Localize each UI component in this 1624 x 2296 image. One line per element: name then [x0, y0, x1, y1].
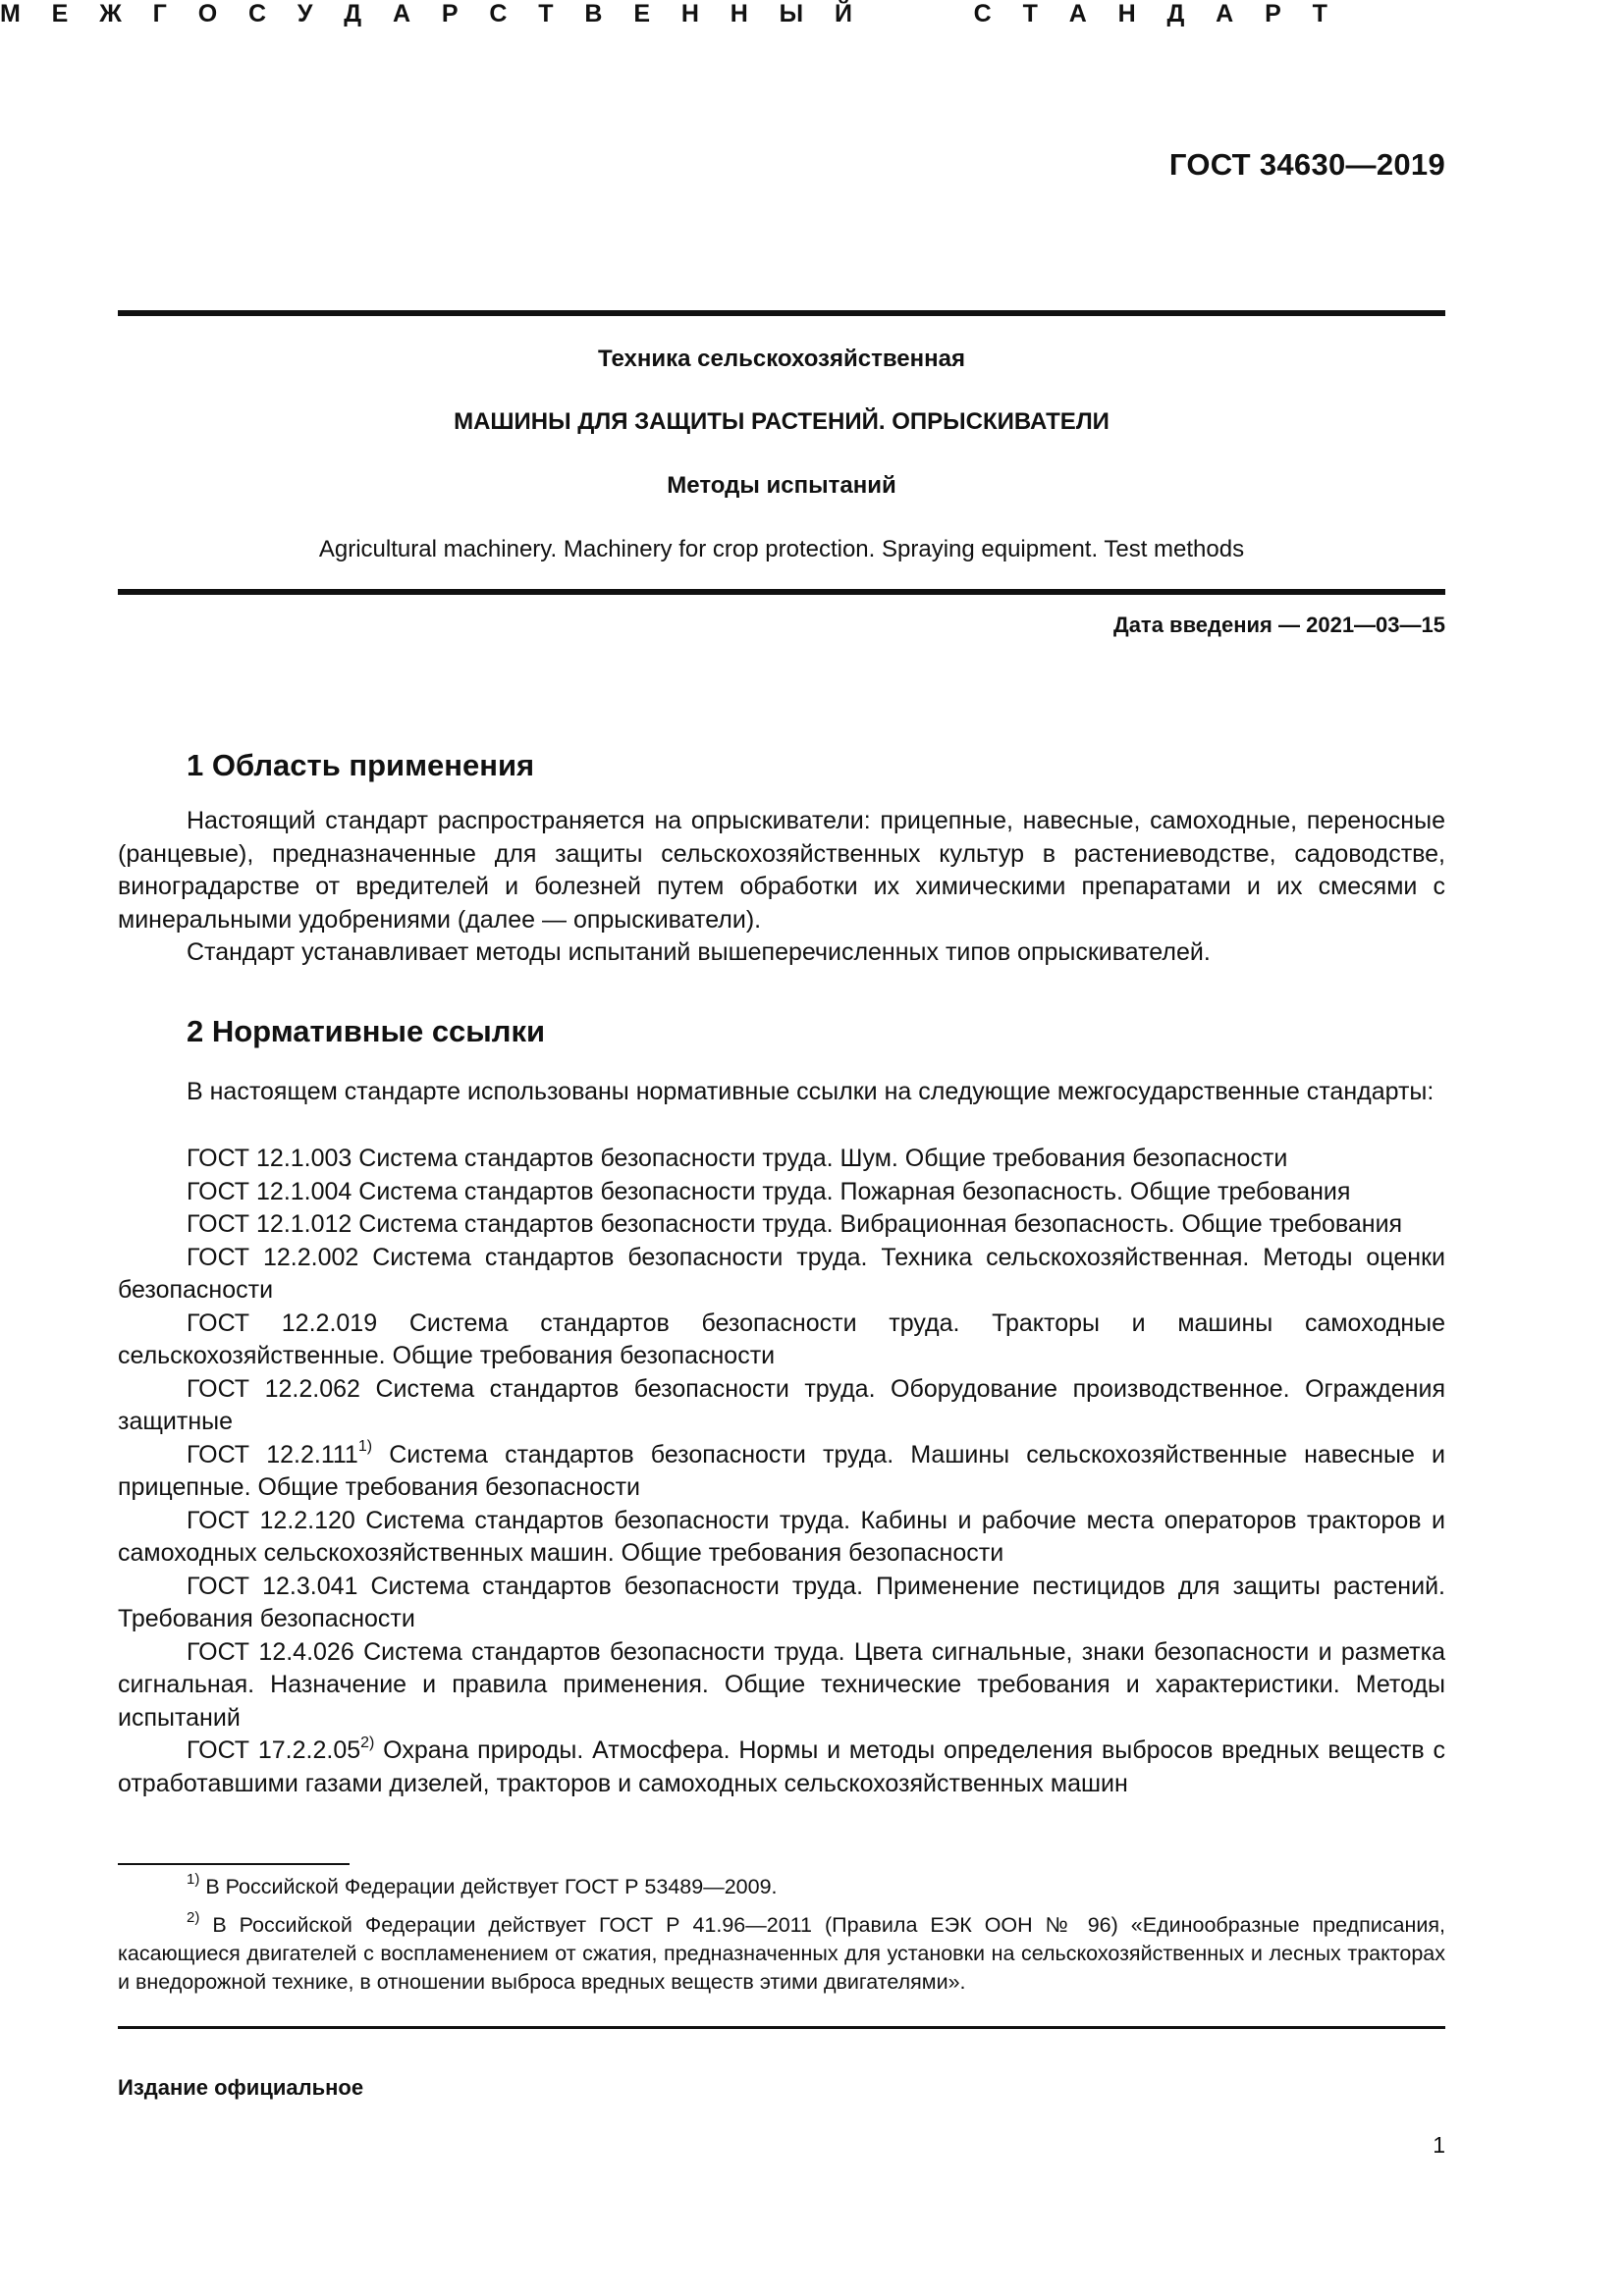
- reference-code: ГОСТ 12.2.062: [187, 1374, 360, 1403]
- banner-letter: Н: [730, 0, 748, 27]
- banner-letter: Т: [1312, 0, 1327, 27]
- reference-code: ГОСТ 12.1.012: [187, 1210, 352, 1238]
- banner-letter: Й: [835, 0, 852, 27]
- reference-code: ГОСТ 12.2.002: [187, 1243, 359, 1271]
- reference-title: Система стандартов безопасности труда. Вибрационная безопасность. Общие требования: [352, 1210, 1403, 1238]
- reference-item: [118, 1208, 1445, 1242]
- title-category: Техника сельскохозяйственная: [598, 346, 965, 372]
- banner-letter: М: [0, 0, 21, 27]
- section-2-intro: В настоящем стандарте использованы нормативные ссылки на следующие межгосударственные стандарты:: [187, 1078, 1435, 1105]
- section-2-heading: 2 Нормативные ссылки: [187, 1014, 546, 1048]
- normative-references-list: [118, 1143, 1445, 1800]
- section-1-paragraph-2: Стандарт устанавливает методы испытаний вышеперечисленных типов опрыскивателей.: [187, 938, 1211, 966]
- banner-letter: Д: [344, 0, 362, 27]
- footnote-1-mark: 1): [187, 1870, 200, 1888]
- page-number: 1: [1433, 2132, 1445, 2158]
- footnote-separator: [118, 1863, 350, 1865]
- banner-letter: Р: [1265, 0, 1281, 27]
- reference-title: Система стандартов безопасности труда. Шум. Общие требования безопасности: [352, 1145, 1288, 1172]
- banner-letter: С: [247, 0, 267, 27]
- banner-letter: Е: [633, 0, 651, 27]
- reference-title: Система стандартов безопасности труда. Кабины и рабочие места операторов тракторов и самоходных сельскохозяйственных машин. Общие требования безопасности: [118, 1506, 1445, 1567]
- banner-letter: Т: [538, 0, 554, 27]
- reference-code: ГОСТ 12.2.120: [187, 1506, 355, 1534]
- reference-item: [118, 1636, 1445, 1735]
- banner-letter: С: [489, 0, 508, 27]
- reference-code: ГОСТ 12.2.111: [187, 1440, 358, 1468]
- reference-code: ГОСТ 12.4.026: [187, 1637, 354, 1666]
- banner-letter: Т: [1022, 0, 1038, 27]
- header-rule-bottom: [118, 589, 1445, 595]
- footnote-2-mark: 2): [187, 1908, 200, 1926]
- reference-item: [118, 1143, 1445, 1176]
- reference-item: [118, 1242, 1445, 1308]
- reference-item: [118, 1735, 1445, 1800]
- banner-letter: Е: [51, 0, 69, 27]
- banner-letter: А: [392, 0, 411, 27]
- reference-footnote-mark: 2): [360, 1734, 375, 1751]
- reference-item: [118, 1373, 1445, 1439]
- reference-title: Система стандартов безопасности труда. Оборудование производственное. Ограждения защитные: [118, 1374, 1445, 1435]
- official-edition-label: Издание официальное: [118, 2075, 364, 2100]
- interstate-standard-banner: [0, 0, 1327, 28]
- title-sub: Методы испытаний: [667, 472, 896, 499]
- reference-title: Система стандартов безопасности труда. Применение пестицидов для защиты растений. Требования безопасности: [118, 1572, 1445, 1632]
- title-main: МАШИНЫ ДЛЯ ЗАЩИТЫ РАСТЕНИЙ. ОПРЫСКИВАТЕЛИ: [454, 408, 1110, 435]
- reference-title: Система стандартов безопасности труда. Цвета сигнальные, знаки безопасности и разметка сигнальная. Назначение и правила применения. Общие технические требования и характеристики. Методы испытаний: [118, 1637, 1445, 1732]
- footnote-2: [118, 1908, 1445, 1997]
- header-rule-top: [118, 310, 1445, 316]
- banner-letter: В: [584, 0, 603, 27]
- banner-letter: С: [973, 0, 992, 27]
- footnote-1: [118, 1870, 1445, 1901]
- reference-code: ГОСТ 12.2.019: [187, 1308, 378, 1337]
- banner-gap: [884, 0, 943, 28]
- banner-letter: Ы: [779, 0, 804, 27]
- title-english: Agricultural machinery. Machinery for crop protection. Spraying equipment. Test methods: [318, 536, 1245, 562]
- banner-letter: У: [297, 0, 313, 27]
- section-1-heading: 1 Область применения: [187, 748, 535, 782]
- reference-code: ГОСТ 12.3.041: [187, 1572, 358, 1600]
- reference-title: Система стандартов безопасности труда. Техника сельскохозяйственная. Методы оценки безопасности: [118, 1243, 1445, 1304]
- footnote-2-text: В Российской Федерации действует ГОСТ Р 41.96—2011 (Правила ЕЭК ООН № 96) «Единообразные предписания, касающиеся двигателей с воспламенением от сжатия, предназначенных для установки на сельскохозяйственных и лесных тракторах и внедорожной технике, в отношении выброса вредных веществ этими двигателями».: [118, 1913, 1445, 1994]
- effective-date: Дата введения — 2021—03—15: [1113, 613, 1445, 637]
- banner-letter: Ж: [99, 0, 122, 27]
- reference-title: Система стандартов безопасности труда. Пожарная безопасность. Общие требования: [352, 1177, 1351, 1205]
- banner-letter: Н: [680, 0, 699, 27]
- reference-item: [118, 1439, 1445, 1505]
- footnote-1-text: В Российской Федерации действует ГОСТ Р 53489—2009.: [199, 1875, 778, 1898]
- banner-letter: А: [1068, 0, 1087, 27]
- document-code: ГОСТ 34630—2019: [1168, 147, 1445, 182]
- reference-title: Система стандартов безопасности труда. Машины сельскохозяйственные навесные и прицепные. Общие требования безопасности: [118, 1440, 1446, 1501]
- banner-letter: О: [197, 0, 218, 27]
- reference-code: ГОСТ 17.2.2.05: [187, 1736, 361, 1764]
- reference-title: Охрана природы. Атмосфера. Нормы и методы определения выбросов вредных веществ с отработавшими газами дизелей, тракторов и самоходных сельскохозяйственных машин: [118, 1736, 1446, 1797]
- reference-footnote-mark: 1): [357, 1438, 373, 1456]
- reference-item: [118, 1505, 1445, 1571]
- reference-item: [118, 1176, 1445, 1209]
- banner-letter: Р: [441, 0, 459, 27]
- reference-title: Система стандартов безопасности труда. Тракторы и машины самоходные сельскохозяйственные. Общие требования безопасности: [118, 1308, 1445, 1369]
- banner-letter: Д: [1166, 0, 1185, 27]
- reference-item: [118, 1571, 1445, 1636]
- reference-code: ГОСТ 12.1.003: [187, 1145, 352, 1172]
- banner-letter: Г: [152, 0, 167, 27]
- banner-letter: А: [1216, 0, 1234, 27]
- reference-item: [118, 1308, 1445, 1373]
- reference-code: ГОСТ 12.1.004: [187, 1177, 352, 1205]
- banner-letter: Н: [1117, 0, 1136, 27]
- footer-rule: [118, 2026, 1445, 2029]
- section-1-paragraph-1: Настоящий стандарт распространяется на опрыскиватели: прицепные, навесные, самоходные, переносные (ранцевые), предназначенные для защиты сельскохозяйственных культур в растениеводстве, садоводстве, виноградарстве от вредителей и болезней путем обработки их химическими препаратами и их смесями с минеральными удобрениями (далее — опрыскиватели).: [118, 807, 1445, 934]
